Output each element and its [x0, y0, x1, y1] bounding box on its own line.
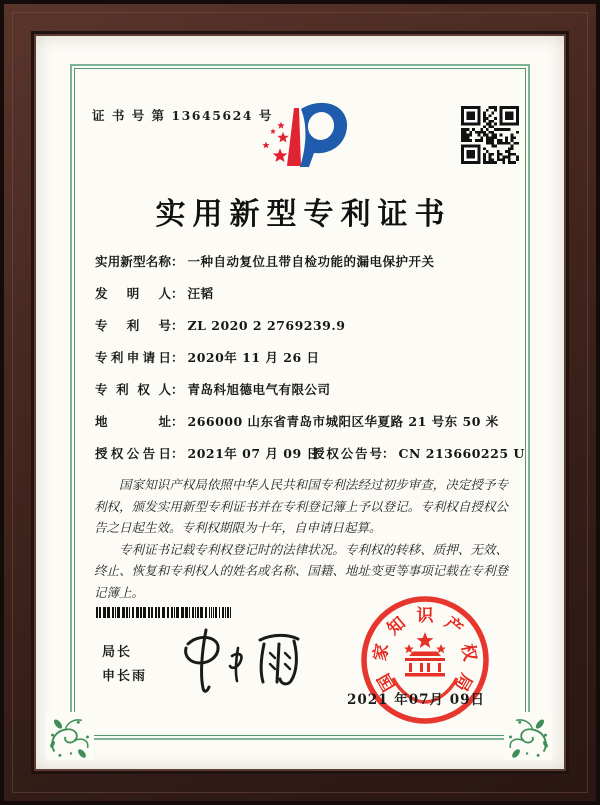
- barcode-icon: [96, 607, 233, 618]
- field-row-utility-name: 实用新型名称： 一种自动复位且带自检功能的漏电保护开关: [95, 254, 435, 269]
- svg-text:知: 知: [383, 613, 410, 640]
- field-value: 2020年 11 月 26 日: [187, 350, 320, 365]
- field-label: 专利权人: [95, 382, 171, 397]
- field-value: CN 213660225 U: [398, 446, 525, 461]
- field-label: 专利申请日: [95, 350, 171, 365]
- field-value: 一种自动复位且带自检功能的漏电保护开关: [187, 254, 435, 269]
- field-row-patentee: 专利权人： 青岛科旭德电气有限公司: [95, 382, 331, 397]
- svg-text:国: 国: [373, 669, 400, 695]
- field-value: 2021年 07 月 09 日: [187, 446, 320, 461]
- field-value: 汪韬: [187, 286, 214, 301]
- field-row-address: 地址： 266000 山东省青岛市城阳区华夏路 21 号东 50 米: [95, 414, 499, 429]
- field-row-inventor: 发明人： 汪韬: [95, 286, 214, 301]
- legal-paragraph-1: 国家知识产权局依照中华人民共和国专利法经过初步审查，决定授予专利权，颁发实用新型专利证书并在专利登记簿上予以登记。专利权自授权公告之日起生效。专利权期限为十年，自申请日起算。: [94, 477, 508, 535]
- field-label: 授权公告号: [312, 446, 382, 461]
- corner-ornament-left: [46, 712, 94, 760]
- legal-text: [94, 474, 508, 603]
- svg-text:局: 局: [450, 669, 477, 695]
- qr-code-icon: [461, 106, 519, 164]
- field-value: ZL 2020 2 2769239.9: [187, 318, 346, 333]
- svg-text:产: 产: [440, 613, 467, 640]
- certificate-paper: [36, 36, 564, 769]
- corner-ornament-right: [504, 712, 552, 760]
- svg-text:家: 家: [370, 642, 393, 663]
- seal-date: 2021 年07月 09日: [347, 692, 486, 708]
- field-value: 266000 山东省青岛市城阳区华夏路 21 号东 50 米: [187, 414, 499, 429]
- field-label: 专利号: [95, 318, 171, 333]
- field-grant-number: 授权公告号： CN 213660225 U: [312, 446, 525, 461]
- field-label: 授权公告日: [95, 446, 171, 461]
- svg-text:识: 识: [416, 606, 434, 626]
- svg-text:权: 权: [457, 642, 480, 663]
- field-value: 青岛科旭德电气有限公司: [187, 382, 331, 397]
- field-row-patent-number: 专利号： ZL 2020 2 2769239.9: [95, 318, 346, 333]
- field-label: 实用新型名称: [95, 254, 171, 269]
- field-label: 发明人: [95, 286, 171, 301]
- legal-paragraph-2: 专利证书记载专利权登记时的法律状况。专利权的转移、质押、无效、终止、恢复和专利权人的姓名或名称、国籍、地址变更等事项记载在专利登记簿上。: [94, 541, 508, 600]
- director-block: [102, 641, 147, 689]
- certificate-title: 实用新型专利证书: [155, 197, 452, 232]
- field-label: 地址: [95, 414, 171, 429]
- cnipa-patent-logo-icon: [248, 98, 358, 176]
- certificate-number: 证 书 号 第 13645624 号: [92, 108, 273, 123]
- director-signature-icon: [176, 626, 308, 698]
- floral-flourish-icon: [47, 713, 93, 759]
- field-row-filing-date: 专利申请日： 2020年 11 月 26 日: [95, 350, 320, 365]
- patent-fields: [95, 254, 525, 478]
- director-name: 申长雨: [102, 669, 148, 684]
- director-title: 局长: [102, 645, 133, 660]
- field-row-grant-date: 授权公告日： 2021年 07 月 09 日 授权公告号： CN 213660225 U: [95, 446, 525, 461]
- floral-flourish-icon: [505, 713, 551, 759]
